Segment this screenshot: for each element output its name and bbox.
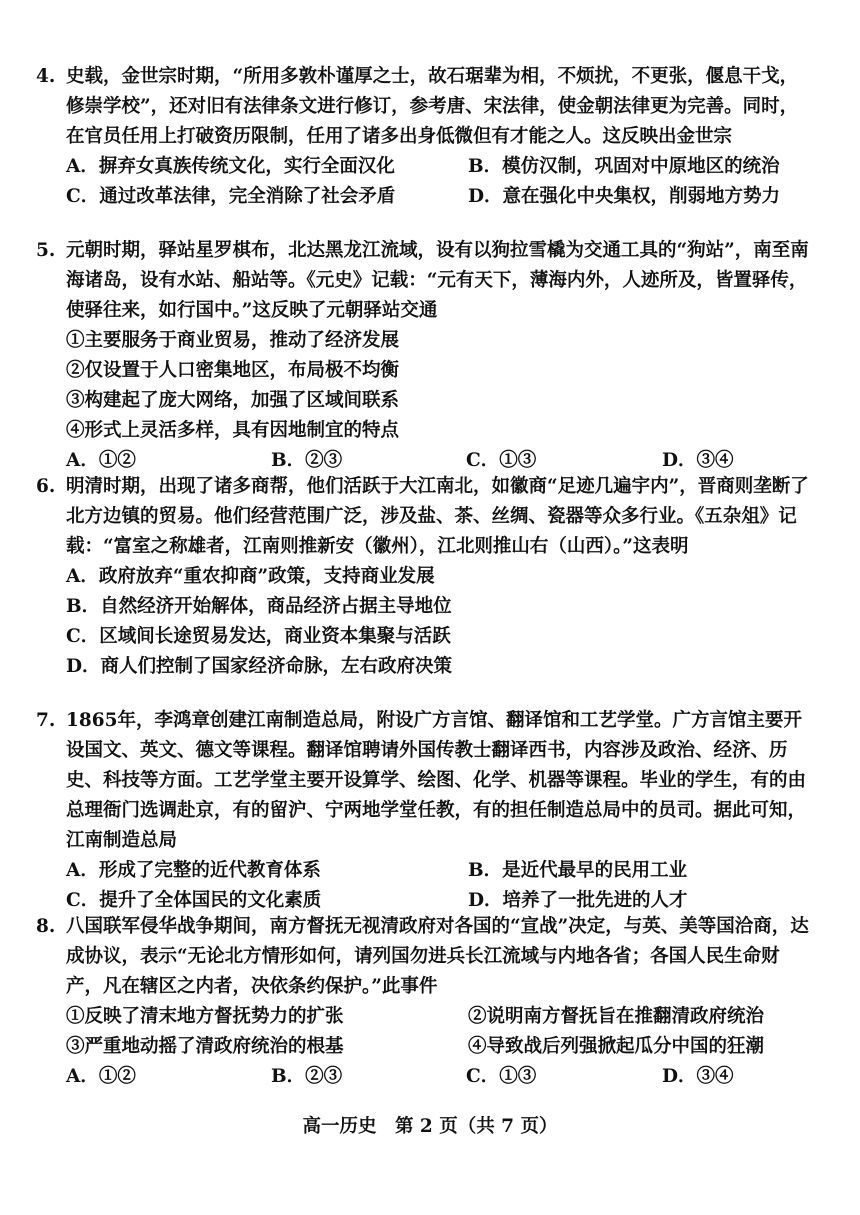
option-b[interactable]: B．②③ (271, 1066, 343, 1087)
question-8-items (36, 1002, 811, 1062)
question-7-options (36, 856, 811, 916)
option-c[interactable]: C．通过改革法律，完全消除了社会矛盾 (66, 186, 396, 207)
option-c[interactable]: C．区域间长途贸易发达，商业资本集聚与活跃 (66, 626, 451, 647)
question-6-text: 明清时期，出现了诸多商帮，他们活跃于大江南北，如徽商“足迹几遍宇内”，晋商则垄断了北方边镇的贸易。他们经营范围广泛，涉及盐、茶、丝绸、瓷器等众多行业。《五杂俎》记载：“富室之称雄者，江南则推新安（徽州），江北则推山右（山西）。”这表明 (66, 476, 809, 557)
question-8-item-3: ③严重地动摇了清政府统治的根基 (66, 1036, 344, 1057)
question-8-item-1: ①反映了清末地方督抚势力的扩张 (66, 1006, 344, 1027)
option-b[interactable]: B．自然经济开始解体，商品经济占据主导地位 (66, 596, 452, 617)
option-d[interactable]: D．商人们控制了国家经济命脉，左右政府决策 (66, 656, 453, 677)
question-7-stem (36, 706, 811, 856)
question-5-item-3: ③构建起了庞大网络，加强了区域间联系 (66, 390, 400, 411)
question-8-number: 8. (36, 916, 56, 937)
question-7-text: 1865年，李鸿章创建江南制造总局，附设广方言馆、翻译馆和工艺学堂。广方言馆主要开设国文、英文、德文等课程。翻译馆聘请外国传教士翻译西书，内容涉及政治、经济、历史、科技等方面。工艺学堂主要开设算学、绘图、化学、机器等课程。毕业的学生，有的由总理衙门选调赴京，有的留沪、宁两地学堂任教，有的担任制造总局中的员司。据此可知，江南制造总局 (66, 710, 807, 851)
question-8-item-4: ④导致战后列强掀起瓜分中国的狂潮 (468, 1036, 765, 1057)
question-5-number: 5. (36, 240, 56, 261)
question-5-item-1: ①主要服务于商业贸易，推动了经济发展 (66, 330, 400, 351)
option-a[interactable]: A．形成了完整的近代教育体系 (66, 860, 321, 881)
option-a[interactable]: A．政府放弃“重农抑商”政策，支持商业发展 (66, 566, 435, 587)
question-8-options (36, 1062, 811, 1092)
option-c[interactable]: C．提升了全体国民的文化素质 (66, 890, 322, 911)
question-4-number: 4. (36, 66, 56, 87)
option-c[interactable]: C．①③ (466, 1066, 537, 1087)
option-a[interactable]: A．摒弃女真族传统文化，实行全面汉化 (66, 156, 395, 177)
question-6-stem (36, 472, 811, 562)
question-4-stem (36, 62, 811, 152)
question-5 (36, 236, 811, 476)
option-c[interactable]: C．①③ (466, 450, 537, 471)
question-8-text: 八国联军侵华战争期间，南方督抚无视清政府对各国的“宣战”决定，与英、美等国洽商，达成协议，表示“无论北方情形如何，请列国勿进兵长江流域与内地各省；各国人民生命财产，凡在辖区之内者，决依条约保护。”此事件 (66, 916, 809, 997)
option-b[interactable]: B．②③ (271, 450, 343, 471)
question-7 (36, 706, 811, 916)
question-4-text: 史载，金世宗时期，“所用多敦朴谨厚之士，故石琚辈为相，不烦扰，不更张，偃息干戈，修崇学校”，还对旧有法律条文进行修订，参考唐、宋法律，使金朝法律更为完善。同时，在官员任用上打破资历限制，任用了诸多出身低微但有才能之人。这反映出金世宗 (66, 66, 799, 147)
option-b[interactable]: B．是近代最早的民用工业 (468, 860, 688, 881)
question-5-text: 元朝时期，驿站星罗棋布，北达黑龙江流域，设有以狗拉雪橇为交通工具的“狗站”，南至南海诸岛，设有水站、船站等。《元史》记载：“元有天下，薄海内外，人迹所及，皆置驿传，使驿往来，如行国中。”这反映了元朝驿站交通 (66, 240, 809, 321)
question-4-options (36, 152, 811, 212)
option-d[interactable]: D．③④ (662, 450, 734, 471)
question-6-number: 6. (36, 476, 56, 497)
question-4 (36, 62, 811, 216)
option-b[interactable]: B．模仿汉制，巩固对中原地区的统治 (468, 156, 780, 177)
option-d[interactable]: D．③④ (662, 1066, 734, 1087)
question-5-item-2: ②仅设置于人口密集地区，布局极不均衡 (66, 360, 400, 381)
question-5-item-4: ④形式上灵活多样，具有因地制宜的特点 (66, 420, 400, 441)
option-a[interactable]: A．①② (66, 1066, 136, 1087)
question-8-item-2: ②说明南方督抚旨在推翻清政府统治 (468, 1006, 765, 1027)
question-8 (36, 912, 811, 1092)
question-7-number: 7. (36, 710, 56, 731)
question-8-stem (36, 912, 811, 1002)
question-6 (36, 472, 811, 682)
option-d[interactable]: D．培养了一批先进的人才 (468, 890, 688, 911)
question-5-stem (36, 236, 811, 326)
option-a[interactable]: A．①② (66, 450, 136, 471)
page-footer: 高一历史 第 2 页（共 7 页） (302, 1116, 558, 1137)
option-d[interactable]: D．意在强化中央集权，削弱地方势力 (468, 186, 781, 207)
